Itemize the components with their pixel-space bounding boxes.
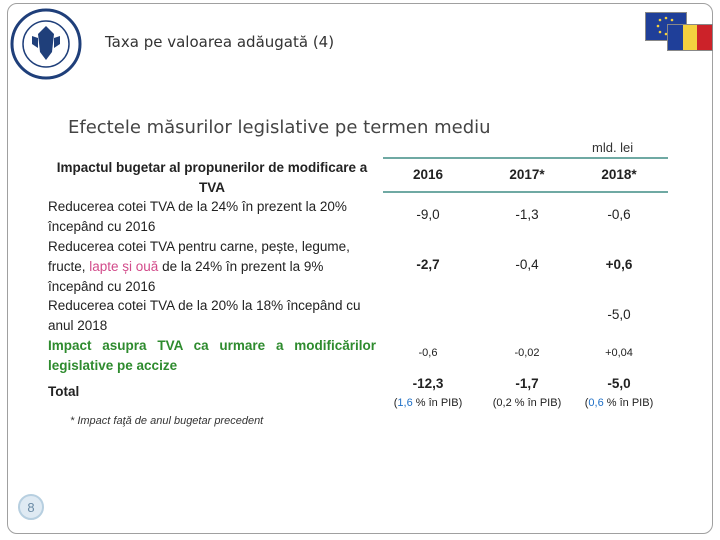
total-value: -12,3 [412,376,444,391]
row-desc: Impact asupra TVA ca urmare a modificărilor legislative pe accize [48,338,376,373]
row-desc: Reducerea cotei TVA de la 24% în prezent la 20% începând cu 2016 [48,199,347,234]
row-value: +0,6 [605,257,633,272]
romania-flag-icon [667,24,713,51]
page-number: 8 [18,494,44,520]
row-value: -0,02 [514,347,540,359]
row-value: -5,0 [607,307,631,322]
pib-share: (0,2 % în PIB) [492,397,562,409]
row-desc: Reducerea cotei TVA de la 20% la 18% începând cu anul 2018 [48,298,361,333]
year-2017: 2017* [509,167,545,182]
unit-label: mld. lei [592,140,634,155]
row-value: +0,04 [605,347,633,359]
year-2016: 2016 [412,167,444,182]
year-2018: 2018* [601,167,637,182]
table-header-rule [383,191,668,193]
table-top-rule [383,157,668,159]
row-desc: Reducerea cotei TVA pentru carne, pește, legume, fructe, lapte și ouă de la 24% în prezent la 9% începând cu 2016 [48,239,350,294]
row-value: -0,6 [607,207,631,222]
section-subtitle: Efectele măsurilor legislative pe termen mediu [68,117,491,138]
total-value: -1,7 [515,376,539,391]
total-value: -5,0 [607,376,631,391]
total-label: Total [48,384,80,399]
row-value: -0,6 [418,347,438,359]
pib-share: (0,6 % în PIB) [584,397,654,409]
row-value: -9,0 [416,207,440,222]
row-value: -0,4 [515,257,539,272]
footnote: * Impact faţă de anul bugetar precedent [70,415,264,427]
flags [645,12,712,50]
highlight-text: lapte și ouă [89,259,159,274]
ministry-logo [10,8,82,80]
pib-share: (1,6 % în PIB) [393,397,463,409]
slide-title: Taxa pe valoarea adăugată (4) [105,33,335,51]
row-value: -1,3 [515,207,539,222]
row-value: -2,7 [416,257,440,272]
impact-header: Impactul bugetar al propunerilor de modificare a TVA [56,160,368,195]
